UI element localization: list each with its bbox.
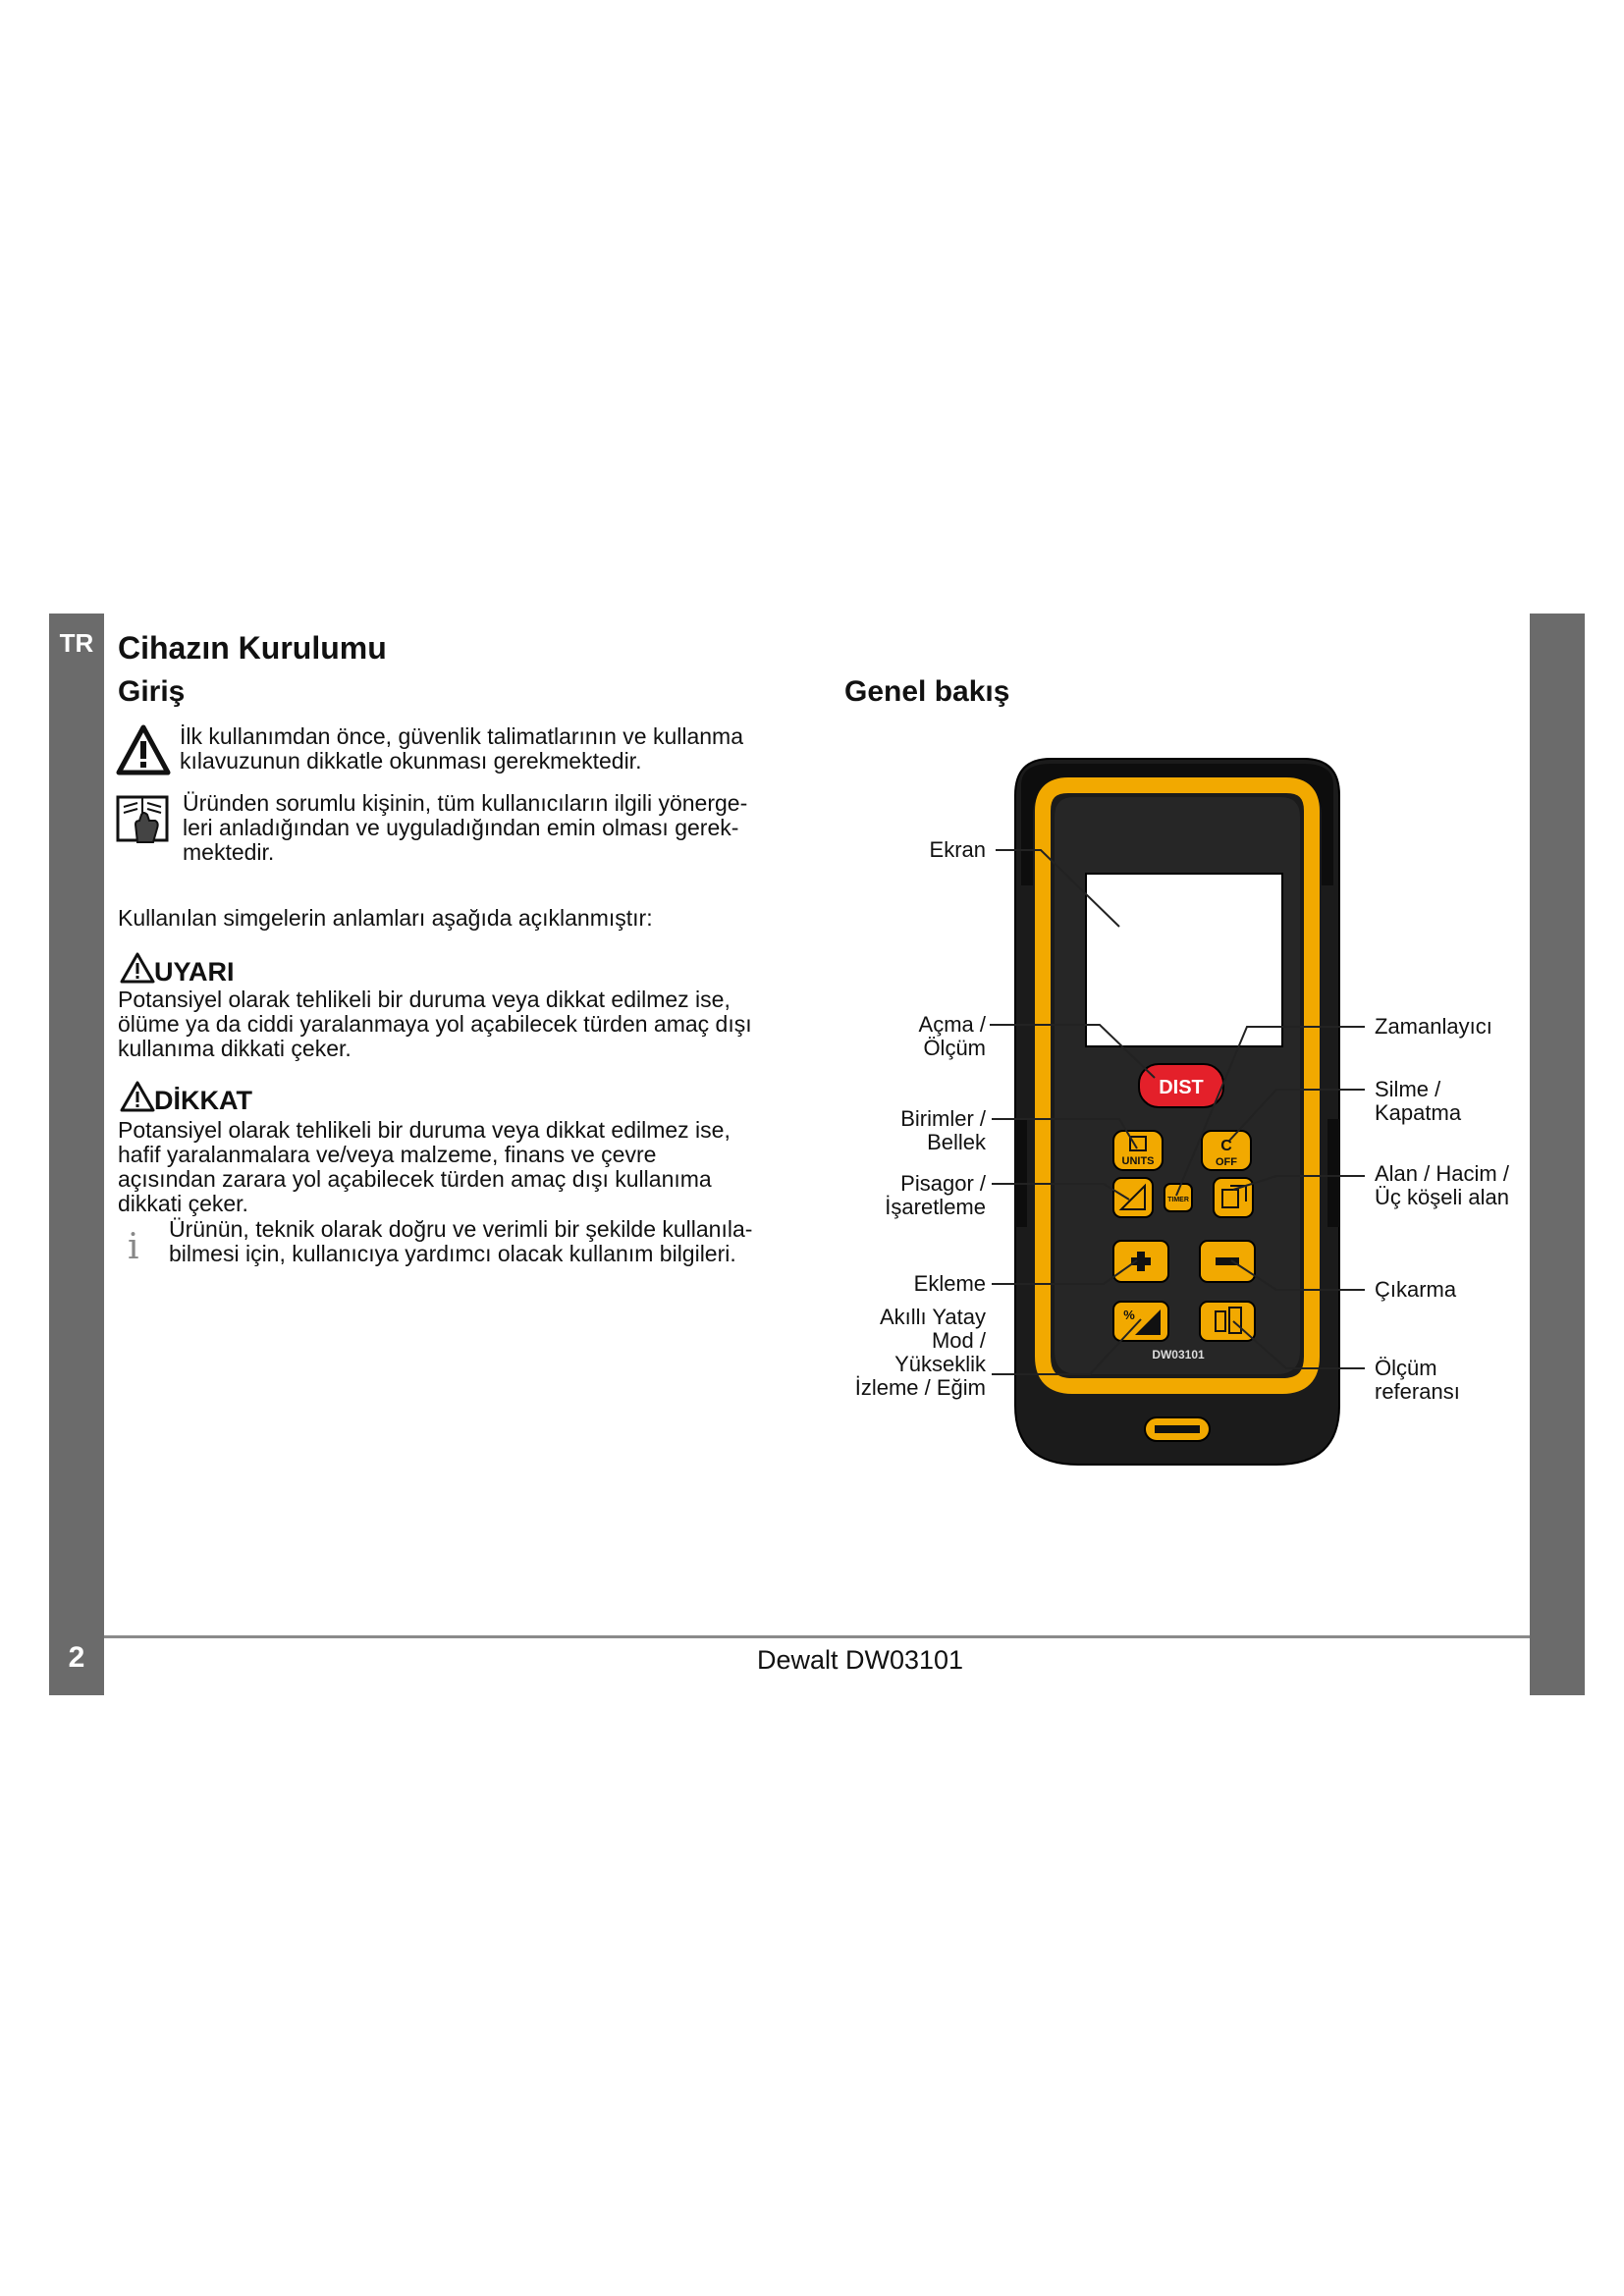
label-ekleme: Ekleme <box>913 1271 986 1296</box>
label-zamanlayici: Zamanlayıcı <box>1375 1014 1492 1039</box>
units-key-label: UNITS <box>1121 1155 1155 1167</box>
dikkat-text-line: dikkati çeker. <box>118 1191 248 1216</box>
uyari-title: UYARI <box>154 957 235 987</box>
label-line: Alan / Hacim / <box>1375 1161 1509 1186</box>
c-key-label: C <box>1220 1138 1232 1154</box>
page-number: 2 <box>68 1641 85 1674</box>
dist-key-label: DIST <box>1159 1077 1204 1098</box>
warning-text-line: kılavuzunun dikkatle okunması gerekmektedir. <box>180 748 642 774</box>
label-line: Yükseklik <box>894 1352 986 1376</box>
uyari-text-line: ölüme ya da ciddi yaralanmaya yol açabilecek türden amaç dışı <box>118 1011 752 1037</box>
label-birimler-bellek <box>864 1107 986 1154</box>
manual-text-line: Üründen sorumlu kişinin, tüm kullanıcıların ilgili yönerge- <box>183 790 748 816</box>
label-acma-olcum <box>864 1013 986 1060</box>
language-code: TR <box>59 628 94 658</box>
left-side-grip <box>1015 1119 1027 1227</box>
label-silme-kapatma <box>1375 1078 1461 1125</box>
uyari-text-line: kullanıma dikkati çeker. <box>118 1036 352 1061</box>
uyari-text-line: Potansiyel olarak tehlikeli bir duruma veya dikkat edilmez ise, <box>118 987 731 1012</box>
label-line: İzleme / Eğim <box>854 1375 986 1400</box>
off-key-label: OFF <box>1216 1156 1237 1168</box>
reference-key <box>1200 1302 1255 1341</box>
label-line: Açma / <box>918 1012 986 1037</box>
dikkat-title: DİKKAT <box>154 1086 252 1115</box>
info-i-icon: i <box>128 1227 139 1267</box>
manual-text-line: leri anladığından ve uyguladığından emin olması gerek- <box>183 815 739 840</box>
manual-text-line: mektedir. <box>183 839 275 865</box>
dikkat-text-line: hafif yaralanmalara ve/veya malzeme, finans ve çevre <box>118 1142 657 1167</box>
label-line: Mod / <box>931 1328 986 1353</box>
label-ekran: Ekran <box>929 837 986 862</box>
model-label: DW03101 <box>1152 1348 1205 1362</box>
device-screen <box>1086 874 1282 1046</box>
section-heading-overview: Genel bakış <box>844 675 1010 708</box>
section-heading-intro: Giriş <box>118 675 186 708</box>
right-side-grip <box>1327 1119 1339 1227</box>
symbols-intro-text: Kullanılan simgelerin anlamları aşağıda açıklanmıştır: <box>118 905 653 931</box>
dikkat-text-line: açısından zarara yol açabilecek türden amaç dışı kullanıma <box>118 1166 712 1192</box>
label-line: Kapatma <box>1375 1100 1462 1125</box>
timer-key-label: TIMER <box>1167 1197 1189 1203</box>
label-line: Ölçüm <box>923 1036 986 1060</box>
info-text-line: bilmesi için, kullanıcıya yardımcı olacak kullanım bilgileri. <box>169 1241 736 1266</box>
label-line: Akıllı Yatay <box>879 1305 986 1329</box>
label-olcum-referansi <box>1375 1357 1460 1404</box>
dikkat-text-line: Potansiyel olarak tehlikeli bir duruma veya dikkat edilmez ise, <box>118 1117 731 1143</box>
label-line: Pisagor / <box>900 1171 986 1196</box>
page-title: Cihazın Kurulumu <box>118 630 387 666</box>
warning-text-line: İlk kullanımdan önce, güvenlik talimatlarının ve kullanma <box>180 723 744 749</box>
percent-key-label: % <box>1123 1308 1135 1322</box>
label-cikarma: Çıkarma <box>1375 1277 1457 1302</box>
footer-product: Dewalt DW03101 <box>756 1645 964 1675</box>
label-line: referansı <box>1375 1379 1460 1404</box>
label-akilli-yatay <box>825 1306 986 1400</box>
label-line: Bellek <box>927 1130 986 1154</box>
label-line: Üç köşeli alan <box>1375 1185 1509 1209</box>
info-text-line: Ürünün, teknik olarak doğru ve verimli bir şekilde kullanıla- <box>169 1216 753 1242</box>
label-pisagor <box>844 1172 986 1219</box>
label-line: Ölçüm <box>1375 1356 1437 1380</box>
label-alan-hacim <box>1375 1162 1509 1209</box>
label-line: Birimler / <box>900 1106 986 1131</box>
label-line: Silme / <box>1375 1077 1441 1101</box>
label-line: İşaretleme <box>885 1195 986 1219</box>
